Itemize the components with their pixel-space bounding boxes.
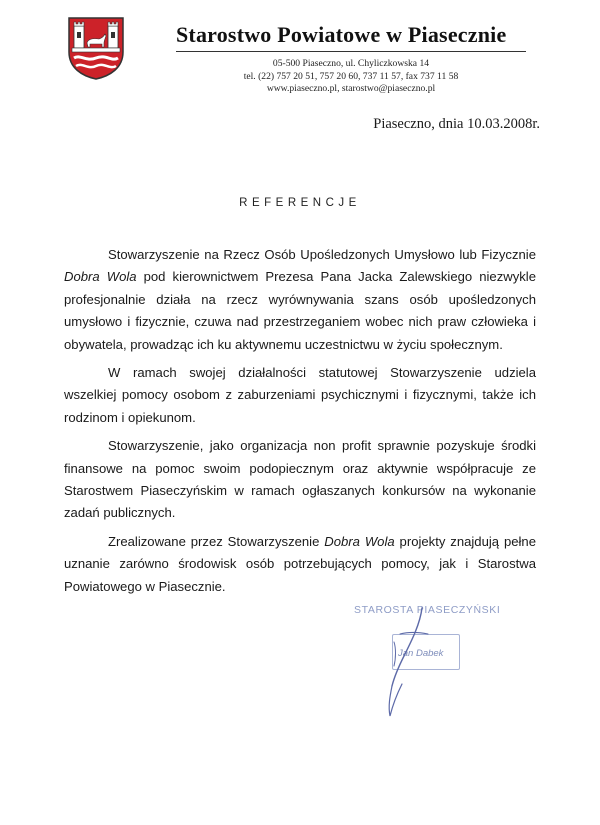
handwritten-signature [360, 604, 450, 724]
paragraph-1 [64, 244, 536, 356]
paragraph-4 [64, 531, 536, 598]
coat-of-arms-icon [66, 16, 126, 80]
organization-name-italic: Dobra Wola [64, 269, 137, 285]
letter-body [64, 244, 536, 604]
phone-line: tel. (22) 757 20 51, 757 20 60, 737 11 57, fax 737 11 58 [243, 70, 459, 82]
document-title: REFERENCJE [239, 197, 361, 209]
paragraph-2: W ramach swojej działalności statutowej Stowarzyszenie udziela wszelkiej pomocy osobom z zaburzeniami psychicznymi i fizycznymi, także ich rodzinom i opiekunom. [64, 365, 536, 425]
address-line: 05-500 Piaseczno, ul. Chyliczkowska 14 [272, 58, 430, 69]
paragraph-1-rest: pod kierownictwem Prezesa Pana Jacka Zalewskiego niezwykle profesjonalnie działa na rzecz wyrównywania szans osób upośledzonych umysłowo i fizycznie, czuwa nad przestrzeganiem wobec nich praw człowieka i obywatela, prowadząc ich ku aktywnemu uczestnictwu w życiu społecznym. [64, 269, 536, 352]
organization-name: Starostwo Powiatowe w Piasecznie [176, 22, 507, 47]
paragraph-1-start: Stowarzyszenie na Rzecz Osób Upośledzonych Umysłowo lub Fizycznie [108, 247, 536, 262]
paragraph-3: Stowarzyszenie, jako organizacja non profit sprawnie pozyskuje środki finansowe na pomoc swoim podopiecznym oraz aktywnie współpracuje ze Starostwem Piaseczyńskim w ramach ogłaszanych konkursów na wykonanie zadań publicznych. [64, 438, 536, 521]
date-line: Piaseczno, dnia 10.03.2008r. [373, 116, 540, 132]
contact-block [176, 58, 526, 96]
paragraph-4-rest: projekty znajdują pełne uznanie zarówno środowisk osób potrzebujących pomocy, jak i Starostwa Powiatowego w Piasecznie. [64, 533, 536, 594]
paragraph-4-start: Zrealizowane przez Stowarzyszenie [108, 533, 325, 549]
header-divider [176, 51, 526, 52]
stamp-header: STAROSTA PIASECZYŃSKI [354, 604, 501, 616]
stamp-name: Jan Dabek [398, 648, 444, 659]
organization-name-italic-2: Dobra Wola [324, 533, 395, 549]
web-email-line: www.piaseczno.pl, starostwo@piaseczno.pl [266, 83, 436, 94]
